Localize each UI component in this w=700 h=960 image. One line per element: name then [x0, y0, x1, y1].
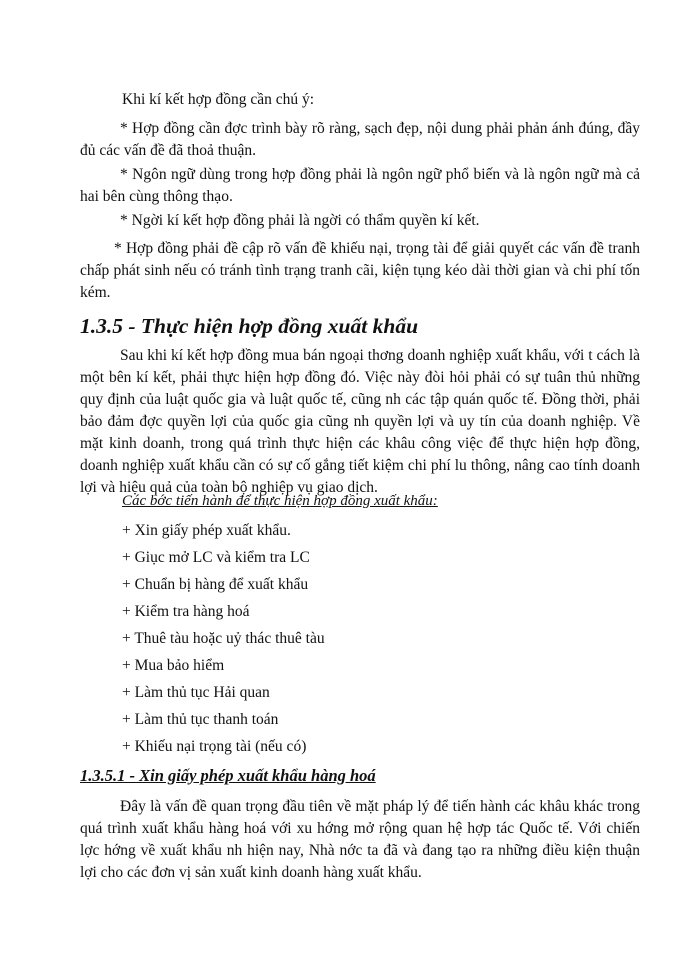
step-item: + Chuẩn bị hàng để xuất khẩu	[122, 576, 309, 593]
step-item: + Khiếu nại trọng tài (nếu có)	[122, 738, 307, 755]
section-heading: 1.3.5 - Thực hiện hợp đồng xuất khẩu	[80, 314, 419, 338]
step-item: + Kiểm tra hàng hoá	[122, 603, 250, 620]
step-item: + Thuê tàu hoặc uỷ thác thuê tàu	[122, 630, 325, 647]
step-item: + Làm thủ tục Hải quan	[122, 684, 270, 701]
step-item: + Giục mở LC và kiểm tra LC	[122, 549, 310, 566]
note-paragraph: * Hợp đồng phải đề cập rõ vấn đề khiếu nại, trọng tài để giải quyết các vấn đề tranh chấp phát sinh nếu có tránh tình trạng tranh cãi, kiện tụng kéo dài thời gian và chi phí tốn kém.	[80, 240, 640, 301]
section-paragraph: Sau khi kí kết hợp đồng mua bán ngoại thơng doanh nghiệp xuất khẩu, với t cách là một bên kí kết, phải thực hiện hợp đồng đó. Việc này đòi hỏi phải có sự tuân thủ những quy định của luật quốc gia và luật quốc tế, cũng nh các tập quán quốc tế. Đồng thời, phải bảo đảm đợc quyền lợi của quốc gia cũng nh quyền lợi và uy tín của doanh nghiệp. Về mặt kinh doanh, trong quá trình thực hiện các khâu công việc để thực hiện hợp đồng, doanh nghiệp xuất khẩu cần có sự cố gắng tiết kiệm chi phí lu thông, nâng cao tính doanh lợi và hiệu quả của toàn bộ nghiệp vụ giao dịch.	[80, 347, 640, 496]
step-item: + Xin giấy phép xuất khẩu.	[122, 522, 291, 539]
subsection-paragraph: Đây là vấn đề quan trọng đầu tiên về mặt pháp lý để tiến hành các khâu khác trong quá trình xuất khẩu hàng hoá với xu hớng mở rộng quan hệ hợp tác Quốc tế. Với chiến lợc hớng về xuất khẩu nh hiện nay, Nhà nớc ta đã và đang tạo ra những điều kiện thuận lợi cho các đơn vị sản xuất kinh doanh hàng xuất khẩu.	[80, 798, 640, 881]
note-paragraph: * Ngời kí kết hợp đồng phải là ngời có thẩm quyền kí kết.	[120, 212, 480, 229]
step-item: + Mua bảo hiểm	[122, 657, 225, 674]
note-paragraph: * Ngôn ngữ dùng trong hợp đồng phải là ngôn ngữ phổ biến và là ngôn ngữ mà cả hai bên cùng thông thạo.	[80, 166, 640, 205]
steps-title: Các bớc tiến hành để thực hiện hợp đồng xuất khẩu:	[122, 493, 438, 509]
note-paragraph: * Hợp đồng cần đợc trình bày rõ ràng, sạch đẹp, nội dung phải phản ánh đúng, đầy đủ các vấn đề đã thoả thuận.	[80, 120, 640, 159]
subsection-heading: 1.3.5.1 - Xin giấy phép xuất khẩu hàng hoá	[80, 766, 376, 785]
step-item: + Làm thủ tục thanh toán	[122, 711, 279, 728]
intro-text: Khi kí kết hợp đồng cần chú ý:	[122, 91, 315, 108]
